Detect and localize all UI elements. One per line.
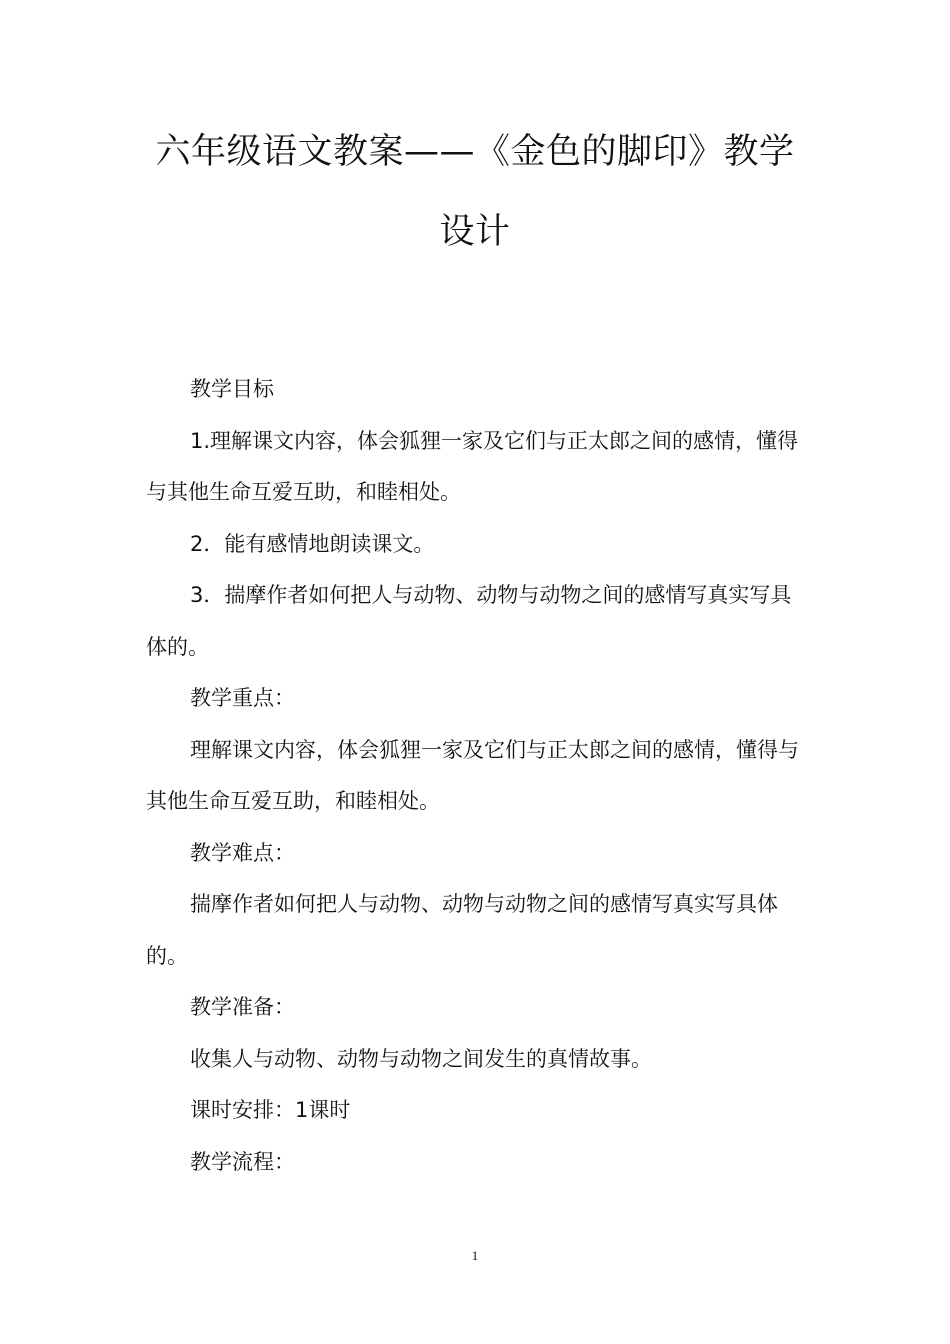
difficulties-text: 揣摩作者如何把人与动物、动物与动物之间的感情写真实写具体的。 [146,892,778,968]
objective-item-3: 3．揣摩作者如何把人与动物、动物与动物之间的感情写真实写具体的。 [146,583,792,659]
section-heading-preparation: 教学准备： [190,995,295,1019]
page-number: 1 [471,1248,479,1263]
schedule-text: 课时安排：1课时 [190,1098,351,1122]
preparation-text: 收集人与动物、动物与动物之间发生的真情故事。 [190,1046,652,1071]
section-heading-key-points: 教学重点： [190,686,295,710]
document-title: 六年级语文教案——《金色的脚印》教学设计 [155,132,795,252]
objective-item-2: 2．能有感情地朗读课文。 [190,531,435,556]
key-points-text: 理解课文内容，体会狐狸一家及它们与正太郎之间的感情，懂得与其他生命互爱互助，和睦相处。 [146,737,799,813]
section-heading-objectives: 教学目标 [190,377,274,401]
objective-item-1: 1.理解课文内容，体会狐狸一家及它们与正太郎之间的感情，懂得与其他生命互爱互助，和睦相处。 [146,428,799,504]
document-body [146,364,808,1188]
section-heading-difficulties: 教学难点： [190,840,295,865]
section-heading-process: 教学流程： [190,1149,295,1174]
